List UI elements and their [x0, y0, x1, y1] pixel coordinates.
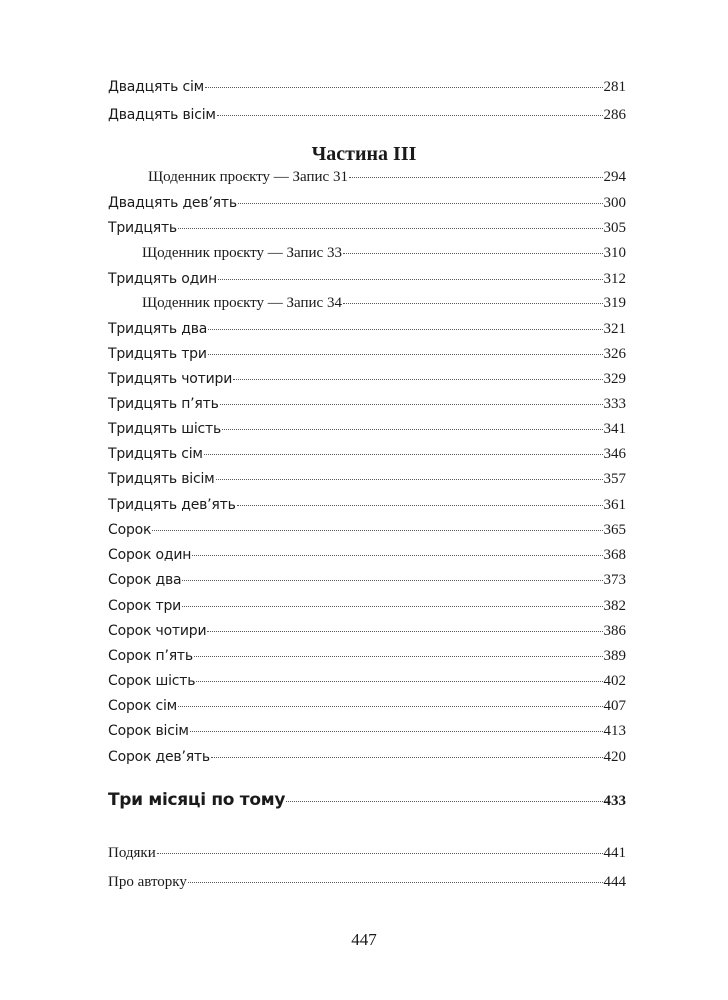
dot-leader: [222, 429, 602, 430]
toc-entry-acknowledgements[interactable]: [108, 844, 626, 862]
toc-entry[interactable]: [108, 571, 626, 589]
toc-entry-page: 441: [603, 845, 626, 861]
toc-entry[interactable]: [108, 672, 626, 690]
toc-entry[interactable]: [108, 370, 626, 388]
toc-entry-title: Сорок вісім: [108, 723, 189, 739]
toc-entry[interactable]: [108, 521, 626, 539]
toc-entry-title: Про авторку: [108, 874, 187, 890]
dot-leader: [188, 882, 603, 883]
toc-entry[interactable]: [108, 345, 626, 363]
toc-entry-page: 413: [603, 723, 626, 739]
toc-entry[interactable]: [108, 420, 626, 438]
dot-leader: [205, 87, 602, 88]
toc-entry-page: 281: [603, 79, 626, 95]
toc-entry-page: 389: [603, 648, 626, 664]
toc-entry-page: 321: [603, 321, 626, 337]
dot-leader: [157, 853, 603, 854]
toc-entry-page: 382: [603, 598, 626, 614]
toc-entry-page: 333: [603, 396, 626, 412]
toc-entry-page: 420: [603, 749, 626, 765]
toc-entry-page: 326: [603, 346, 626, 362]
toc-entry[interactable]: [108, 722, 626, 740]
toc-entry-title: Тридцять один: [108, 271, 217, 287]
toc-entry-diary[interactable]: [142, 244, 626, 262]
toc-entry-page: 361: [603, 497, 626, 513]
toc-entry[interactable]: [108, 320, 626, 338]
dot-leader: [208, 354, 603, 355]
dot-leader: [208, 329, 602, 330]
toc-entry-title: Тридцять три: [108, 346, 207, 362]
dot-leader: [178, 228, 603, 229]
dot-leader: [190, 731, 603, 732]
toc-entry[interactable]: [108, 395, 626, 413]
dot-leader: [211, 757, 603, 758]
toc-entry-about-author[interactable]: [108, 873, 626, 891]
toc-entry-title: Сорок сім: [108, 698, 178, 714]
toc-entry-page: 357: [603, 471, 626, 487]
dot-leader: [349, 177, 603, 178]
toc-entry-title: Двадцять вісім: [108, 107, 216, 123]
toc-entry-title: Щоденник проєкту — Запис 34: [142, 295, 342, 311]
toc-entry-diary[interactable]: [142, 294, 626, 312]
toc-entry-page: 402: [603, 673, 626, 689]
dot-leader: [182, 580, 602, 581]
toc-entry-page: 373: [603, 572, 626, 588]
dot-leader: [216, 479, 603, 480]
toc-entry[interactable]: [108, 496, 626, 514]
toc-entry-page: 312: [603, 271, 626, 287]
toc-entry-page: 365: [603, 522, 626, 538]
toc-entry-title: Сорок шість: [108, 673, 196, 689]
toc-entry-title: Сорок один: [108, 547, 192, 563]
page-number: 447: [351, 930, 377, 949]
toc-entry-page: 368: [603, 547, 626, 563]
toc-entry-title: Тридцять шість: [108, 421, 222, 437]
toc-entry-title: Сорок: [108, 522, 152, 538]
toc-entry-page: 294: [603, 169, 626, 185]
dot-leader: [343, 253, 603, 254]
toc-entry[interactable]: [108, 270, 626, 288]
toc-entry-title: Щоденник проєкту — Запис 31: [148, 169, 348, 185]
toc-entry[interactable]: [108, 470, 626, 488]
dot-leader: [233, 379, 602, 380]
toc-entry-title: Сорок три: [108, 598, 182, 614]
toc-entry-page: 386: [603, 623, 626, 639]
toc-entry[interactable]: [108, 78, 626, 96]
toc-entry-title: Подяки: [108, 845, 156, 861]
toc-entry-title: Сорок п’ять: [108, 648, 193, 664]
toc-entry[interactable]: [108, 647, 626, 665]
dot-leader: [220, 404, 603, 405]
toc-entry-title: Тридцять п’ять: [108, 396, 219, 412]
dot-leader: [207, 631, 602, 632]
toc-entry-title: Сорок дев’ять: [108, 749, 210, 765]
dot-leader: [218, 279, 603, 280]
toc-entry-page: 300: [603, 195, 626, 211]
toc-entry-page: 407: [603, 698, 626, 714]
dot-leader: [182, 606, 602, 607]
toc-entry-title: Тридцять дев’ять: [108, 497, 236, 513]
toc-entry-page: 329: [603, 371, 626, 387]
toc-entry-title: Двадцять сім: [108, 79, 205, 95]
toc-entry-title: Три місяці по тому: [108, 790, 286, 810]
toc-entry[interactable]: [108, 194, 626, 212]
toc-entry-page: 319: [603, 295, 626, 311]
dot-leader: [152, 530, 602, 531]
toc-entry-title: Тридцять: [108, 220, 177, 236]
toc-entry-epilogue[interactable]: [108, 789, 626, 812]
toc-entry-page: 346: [603, 446, 626, 462]
toc-entry-page: 310: [603, 245, 626, 261]
dot-leader: [217, 115, 603, 116]
toc-entry-title: Тридцять сім: [108, 446, 203, 462]
dot-leader: [196, 681, 602, 682]
toc-entry-title: Двадцять дев’ять: [108, 195, 237, 211]
dot-leader: [194, 656, 603, 657]
toc-entry-page: 433: [603, 793, 626, 809]
toc-entry-title: Сорок чотири: [108, 623, 207, 639]
toc-entry[interactable]: [108, 219, 626, 237]
toc-entry-page: 341: [603, 421, 626, 437]
toc-entry-page: 444: [603, 874, 626, 890]
toc-entry[interactable]: [108, 748, 626, 766]
toc-entry-page: 305: [603, 220, 626, 236]
toc-entry[interactable]: [108, 106, 626, 124]
toc-entry[interactable]: [108, 597, 626, 615]
toc-entry-title: Щоденник проєкту — Запис 33: [142, 245, 342, 261]
toc-entry[interactable]: [108, 445, 626, 463]
dot-leader: [204, 454, 603, 455]
dot-leader: [343, 303, 603, 304]
toc-entry-diary[interactable]: [148, 168, 626, 186]
dot-leader: [238, 203, 603, 204]
toc-entry-page: 286: [603, 107, 626, 123]
toc-entry-title: Тридцять два: [108, 321, 208, 337]
toc-entry[interactable]: [108, 697, 626, 715]
dot-leader: [286, 801, 602, 802]
toc-entry-title: Тридцять чотири: [108, 371, 233, 387]
dot-leader: [178, 706, 602, 707]
dot-leader: [237, 505, 603, 506]
toc-entry-title: Тридцять вісім: [108, 471, 215, 487]
toc-entry[interactable]: [108, 546, 626, 564]
toc-entry[interactable]: [108, 622, 626, 640]
part-heading: Частина III: [311, 143, 417, 165]
toc-entry-title: Сорок два: [108, 572, 182, 588]
dot-leader: [192, 555, 602, 556]
